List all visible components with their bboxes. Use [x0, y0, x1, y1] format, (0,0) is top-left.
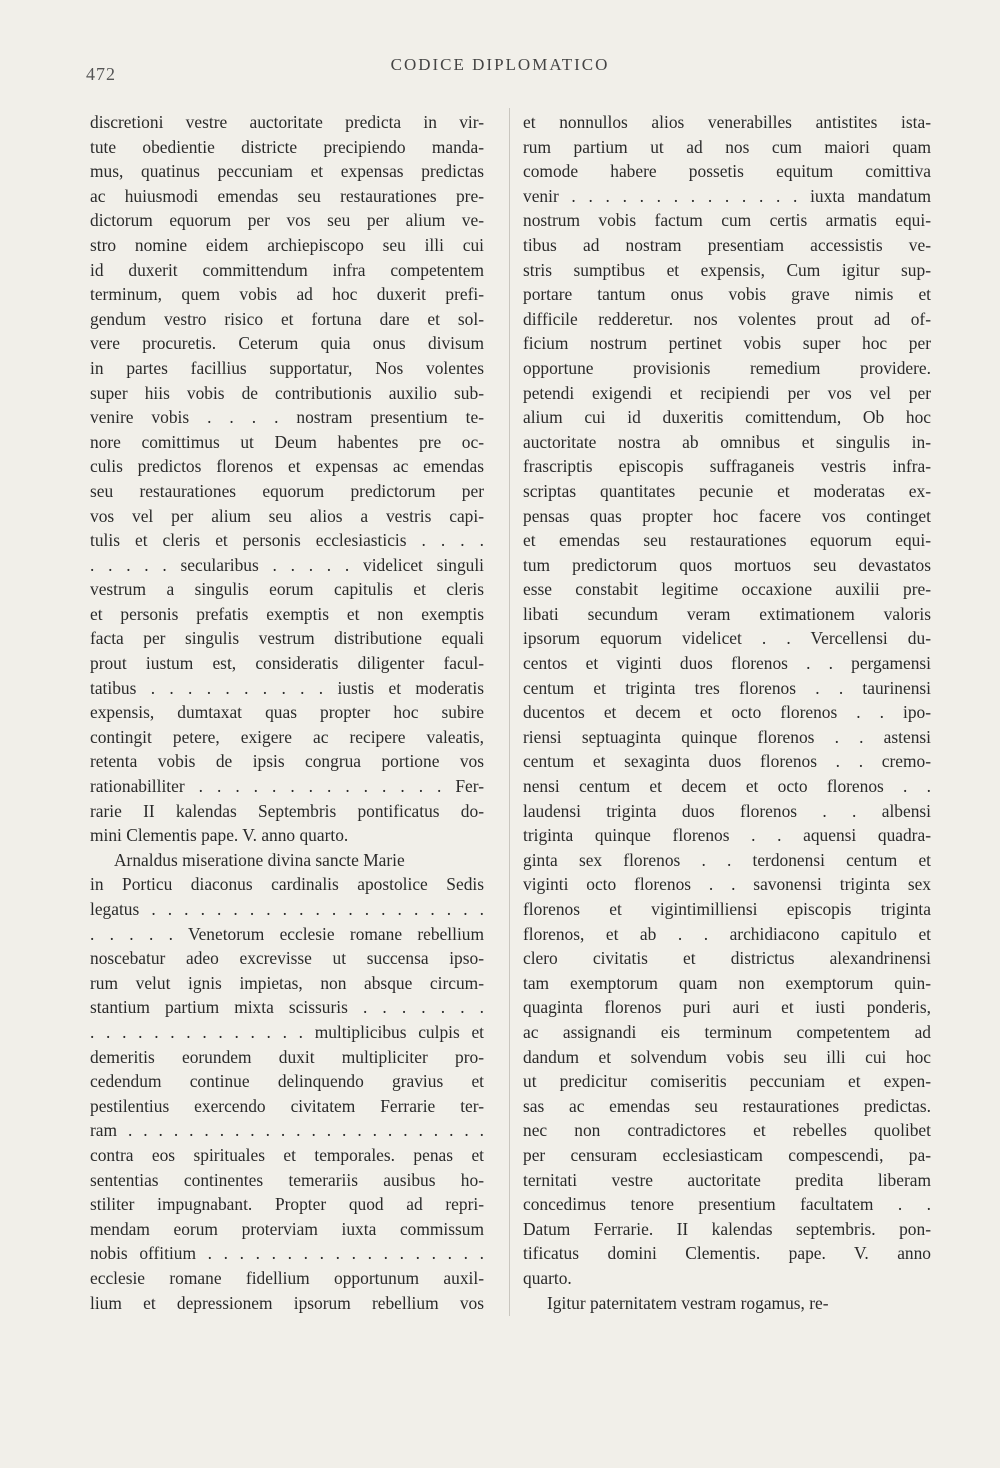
text-line: contingit petere, exigere ac recipere valeatis, [90, 726, 484, 747]
running-title: CODICE DIPLOMATICO [390, 55, 610, 74]
text-line: ac huiusmodi emendas seu restaurationes pre- [90, 185, 484, 206]
text-line: ecclesie romane fidellium opportunum auxil- [90, 1267, 484, 1288]
text-line: expensis, dumtaxat quas propter hoc subire [90, 702, 484, 723]
text-line: gendum vestro risico et fortuna dare et sol- [90, 308, 484, 329]
text-line: . . . . . secularibus . . . . . videlicet singuli [90, 554, 484, 575]
text-line: ac assignandi eis terminum competentem ad [523, 1021, 931, 1042]
text-line: contra eos spirituales et temporales. penas et [90, 1144, 484, 1165]
text-line: facta per singulis vestrum distributione equali [90, 628, 484, 649]
text-line: noscebatur adeo excrevisse ut succensa ipso- [90, 948, 484, 969]
text-line: centos et viginti duos florenos . . pergamensi [523, 653, 931, 674]
text-line: tute obedientie districte precipiendo manda- [90, 136, 484, 157]
text-line: pestilentius exercendo civitatem Ferrarie ter- [90, 1095, 484, 1116]
text-line: Datum Ferrarie. II kalendas septembris. pon- [523, 1218, 931, 1239]
text-line: stantium partium mixta scissuris . . . . . . . [90, 997, 484, 1018]
text-line: et nonnullos alios venerabilles antistites ista- [523, 112, 931, 132]
text-line: vestrum a singulis eorum capitulis et cleris [90, 579, 484, 600]
text-line: mendam eorum proterviam iuxta commissum [90, 1218, 484, 1239]
right-column [523, 110, 931, 1315]
left-column [90, 110, 484, 1315]
text-line: retenta vobis de ipsis congrua portione vos [90, 751, 484, 772]
text-line: legatus . . . . . . . . . . . . . . . . . . . . . [90, 899, 484, 919]
text-line: rum velut ignis impietas, non absque circum- [90, 972, 484, 993]
text-line: super hiis vobis de contributionis auxilio sub- [90, 382, 484, 403]
text-line: ipsorum equorum videlicet . . Vercellensi du- [523, 628, 931, 649]
text-line: Arnaldus miseratione divina sancte Marie [114, 849, 405, 870]
text-line: concedimus tenore presentium facultatem . . [523, 1194, 931, 1215]
text-line: clero civitatis et districtus alexandrinensi [523, 948, 931, 969]
text-line: ternitati vestre auctoritate predita liberam [523, 1169, 931, 1190]
text-line: lium et depressionem ipsorum rebellium vos [90, 1292, 484, 1313]
text-line: ducentos et decem et octo florenos . . ipo- [523, 702, 931, 723]
text-line: rum partium ut ad nos cum maiori quam [523, 136, 931, 157]
text-line: rationabilliter . . . . . . . . . . . . . . Fer- [90, 776, 484, 797]
text-line: comode habere possetis equitum comittiva [523, 161, 931, 182]
text-line: id duxerit committendum infra competentem [90, 259, 484, 280]
text-line: mus, quatinus peccuniam et expensas predictas [90, 161, 484, 182]
text-line: nensi centum et decem et octo florenos . . [523, 776, 931, 797]
text-line: laudensi triginta duos florenos . . albensi [523, 800, 931, 821]
text-line: florenos et vigintimilliensi episcopis triginta [523, 899, 931, 919]
text-line: terminum, quem vobis ad hoc duxerit prefi- [90, 284, 484, 305]
text-line: petendi exigendi et recipiendi per vos vel per [523, 382, 931, 403]
text-line: in partes facillius supportatur, Nos volentes [90, 357, 484, 378]
text-line: vos vel per alium seu alios a vestris capi- [90, 505, 484, 526]
text-line: seu restaurationes equorum predictorum per [90, 480, 484, 501]
text-line: quaginta florenos puri auri et iusti ponderis, [523, 997, 931, 1018]
text-line: dictorum equorum per vos seu per alium ve- [90, 210, 484, 231]
text-line: ginta sex florenos . . terdonensi centum et [523, 849, 931, 870]
text-line: viginti octo florenos . . savonensi triginta sex [523, 874, 931, 895]
text-line: . . . . . . . . . . . . . . multiplicibus culpis et [90, 1021, 484, 1042]
text-line: opportune provisionis remedium providere. [523, 357, 931, 378]
text-line: rarie II kalendas Septembris pontificatus do- [90, 800, 484, 821]
text-line: tam exemptorum quam non exemptorum quin- [523, 972, 931, 993]
text-line: ut predicitur comiseritis peccuniam et expen- [523, 1071, 931, 1092]
text-line: venire vobis . . . . nostram presentium te- [90, 407, 484, 428]
text-line: ficium nostrum pertinet vobis super hoc per [523, 333, 931, 354]
text-line: nec non contradictores et rebelles quolibet [523, 1120, 931, 1141]
text-line: nobis offitium . . . . . . . . . . . . . . . . . . [90, 1243, 484, 1264]
text-line: discretioni vestre auctoritate predicta in vir- [90, 112, 484, 132]
text-line: tatibus . . . . . . . . . . iustis et moderatis [90, 677, 484, 698]
text-line: sententias continentes temerariis ausibus ho- [90, 1169, 484, 1190]
text-line: et emendas seu restaurationes equorum equi- [523, 530, 931, 551]
text-line: difficile redderetur. nos volentes prout ad of- [523, 308, 931, 329]
text-line: prout iustum est, consideratis diligenter facul- [90, 653, 484, 674]
text-line: alium cui id duxeritis comittendum, Ob hoc [523, 407, 931, 428]
text-line: pensas quas propter hoc facere vos continget [523, 505, 931, 526]
text-line: sas ac emendas seu restaurationes predictas. [523, 1095, 931, 1116]
text-line: demeritis eorundem duxit multipliciter pro- [90, 1046, 484, 1067]
text-line: tificatus domini Clementis. pape. V. anno [523, 1243, 931, 1264]
text-line: auctoritate nostra ab omnibus et singulis in- [523, 431, 931, 452]
text-line: nore comittimus ut Deum habentes pre oc- [90, 431, 484, 452]
text-line: florenos, et ab . . archidiacono capitulo et [523, 923, 931, 944]
text-line: culis predictos florenos et expensas ac emendas [90, 456, 484, 477]
text-line: in Porticu diaconus cardinalis apostolice Sedis [90, 874, 484, 895]
text-line: frascriptis episcopis suffraganeis vestris infra- [523, 456, 931, 477]
text-line: vere procuretis. Ceterum quia onus divisum [90, 333, 484, 354]
text-line: quarto. [523, 1267, 572, 1288]
text-line: riensi septuaginta quinque florenos . . astensi [523, 726, 931, 747]
text-line: mini Clementis pape. V. anno quarto. [90, 825, 349, 846]
column-divider [509, 108, 510, 1316]
text-line: et personis prefatis exemptis et non exemptis [90, 603, 484, 624]
text-line: stiliter impugnabant. Propter quod ad repri- [90, 1194, 484, 1215]
text-line: tum predictorum quos mortuos seu devastatos [523, 554, 931, 575]
page-number: 472 [86, 64, 116, 84]
text-line: stris sumptibus et expensis, Cum igitur sup- [523, 259, 931, 280]
text-line: esse constabit legitime occaxione auxilii pre- [523, 579, 931, 600]
text-line: . . . . . Venetorum ecclesie romane rebellium [90, 923, 484, 944]
text-line: venir . . . . . . . . . . . . . . iuxta mandatum [523, 185, 931, 206]
text-line: tibus ad nostram presentiam accessistis ve- [523, 234, 931, 255]
text-line: stro nomine eidem archiepiscopo seu illi cui [90, 234, 484, 255]
text-line: libati secundum veram extimationem valoris [523, 603, 931, 624]
text-line: centum et triginta tres florenos . . taurinensi [523, 677, 931, 698]
text-line: scriptas quantitates pecunie et moderatas ex- [523, 480, 931, 501]
text-line: nostrum vobis factum cum certis armatis equi- [523, 210, 931, 231]
text-line: portare tantum onus vobis grave nimis et [523, 284, 931, 305]
text-line: tulis et cleris et personis ecclesiasticis . . . . [90, 530, 484, 551]
text-line: per censuram ecclesiasticam compescendi, pa- [523, 1144, 931, 1165]
text-line: dandum et solvendum vobis seu illi cui hoc [523, 1046, 931, 1067]
text-line: triginta quinque florenos . . aquensi quadra- [523, 825, 931, 846]
text-line: cedendum continue delinquendo gravius et [90, 1071, 484, 1092]
text-line: centum et sexaginta duos florenos . . cremo- [523, 751, 931, 772]
text-line: ram . . . . . . . . . . . . . . . . . . . . . . . . [90, 1120, 484, 1141]
text-line: Igitur paternitatem vestram rogamus, re- [547, 1292, 829, 1313]
